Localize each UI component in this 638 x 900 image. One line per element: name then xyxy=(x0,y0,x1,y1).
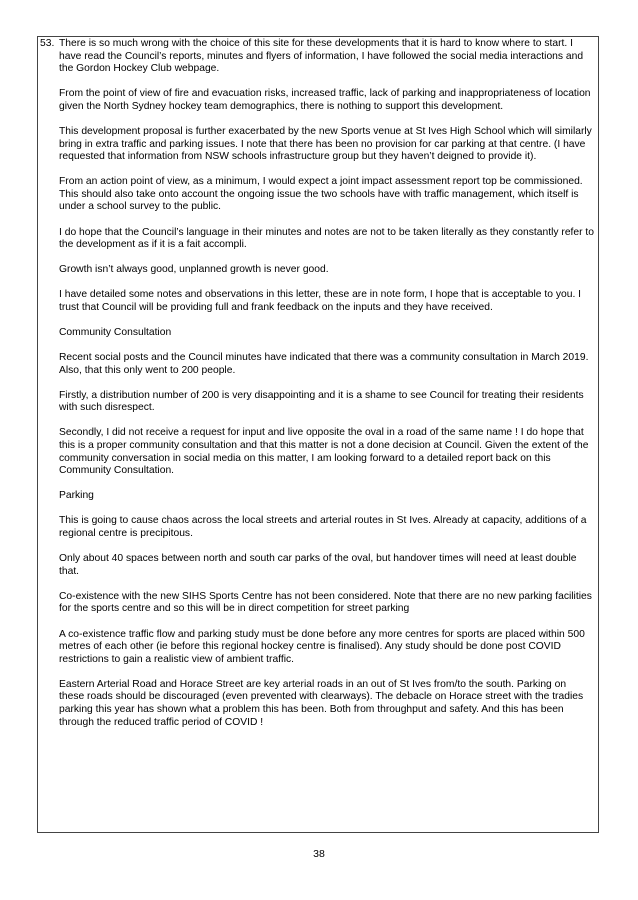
paragraph-arterial-roads: Eastern Arterial Road and Horace Street are key arterial roads in an out of St Ives from/to the south. Parking on these roads should be discouraged (even prevented with clearways). The debacle on Horace street with the tradies parking this year has shown what a problem this has been. Both from throughput and safety. And this has been through the reduced traffic period of COVID ! xyxy=(59,678,584,728)
section-heading-community-consultation: Community Consultation xyxy=(59,327,172,338)
paragraph-consultation-posts: Recent social posts and the Council minutes have indicated that there was a community consultation in March 2019. Also, that this only went to 200 people. xyxy=(59,352,589,376)
paragraph-notes: I have detailed some notes and observations in this letter, these are in note form, I hope that is acceptable to you. I trust that Council will be providing full and frank feedback on the inputs and they have received. xyxy=(59,289,582,313)
section-heading-parking: Parking xyxy=(59,490,94,502)
paragraph-coexistence: Co-existence with the new SIHS Sports Centre has not been considered. Note that there are no new parking facilities for the sports centre and so this will be in direct competition for street parking xyxy=(59,590,592,615)
paragraph-growth: Growth isn’t always good, unplanned growth is never good. xyxy=(59,264,329,276)
entry-number: 53. xyxy=(40,38,55,49)
paragraph-no-request: Secondly, I did not receive a request for input and live opposite the oval in a road of the same name ! I do hope that this is a proper community consultation and that this matter is not a done decision at Council. Given the extent of the community conversation in social media on this matter, I am looking forward to a detailed report back on this Community Consultation. xyxy=(59,427,589,477)
paragraph-risks: From the point of view of fire and evacuation risks, increased traffic, lack of parking and inappropriateness of location given the North Sydney hockey team demographics, there is nothing to support this development. xyxy=(59,88,591,112)
paragraph-spaces: Only about 40 spaces between north and south car parks of the oval, but handover times will need at least double that. xyxy=(59,553,577,577)
paragraph-high-school: This development proposal is further exacerbated by the new Sports venue at St Ives High School which will similarly bring in extra traffic and parking issues. I note that there has been no provision for car parking at that centre. (I have requested that information from NSW schools infrastructure group but they haven’t deigned to provide it). xyxy=(59,125,592,163)
page-number: 38 xyxy=(313,848,325,860)
paragraph-traffic-study: A co-existence traffic flow and parking study must be done before any more centres for sports are placed within 500 metres of each other (ie before this regional hockey centre is finalised). Any study should be done post COVID restrictions to gain a realistic view of ambient traffic. xyxy=(59,628,585,665)
paragraph-chaos: This is going to cause chaos across the local streets and arterial routes in St Ives. Already at capacity, additions of a regional centre is precipitous. xyxy=(59,515,587,540)
submission-entry xyxy=(40,38,594,742)
paragraph-intro: There is so much wrong with the choice of this site for these developments that it is hard to know where to start. I have read the Council’s reports, minutes and flyers of information, I have followed the social media interactions and the Gordon Hockey Club webpage. xyxy=(59,38,584,75)
paragraph-council-language: I do hope that the Council’s language in their minutes and notes are not to be taken literally as they constantly refer to the development as if it is a fait accompli. xyxy=(59,226,595,251)
paragraph-impact-assessment: From an action point of view, as a minimum, I would expect a joint impact assessment report top be commissioned. This should also take onto account the ongoing issue the two schools have with traffic management, which itself is under a school survey to the public. xyxy=(59,176,583,213)
entry-body xyxy=(59,38,594,729)
paragraph-distribution: Firstly, a distribution number of 200 is very disappointing and it is a shame to see Council for treating their residents with such disrespect. xyxy=(59,389,584,414)
